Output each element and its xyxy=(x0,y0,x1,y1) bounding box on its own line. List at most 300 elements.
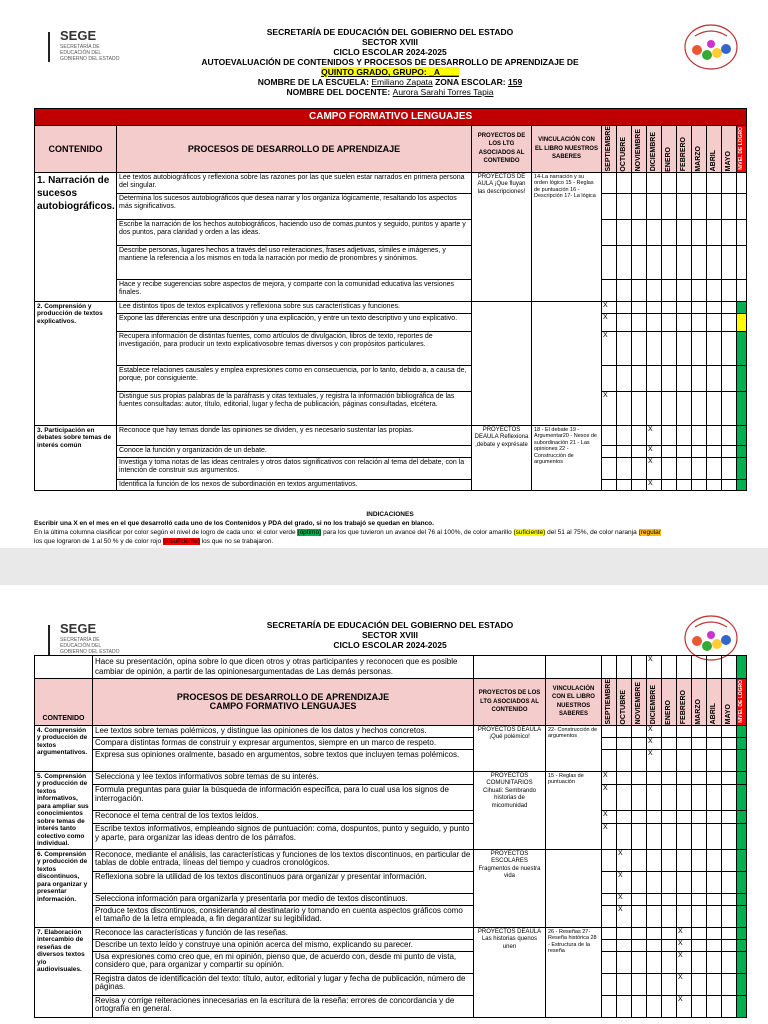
month-mark: X xyxy=(647,457,662,479)
table-cell xyxy=(737,824,747,849)
month-header: MARZO xyxy=(692,679,707,726)
table-cell xyxy=(707,219,722,245)
table-cell xyxy=(692,245,707,279)
table-cell xyxy=(647,785,662,810)
table-cell xyxy=(647,810,662,824)
pda-row: Reflexiona sobre la utilidad de los textos discontinuos para organizar y presentar información. xyxy=(93,871,474,893)
pda-row: Describe un texto leído y construye una opinión acerca del mismo, explicando su parecer. xyxy=(93,939,474,951)
month-mark: X xyxy=(602,313,617,331)
month-header: ABRIL xyxy=(707,679,722,726)
month-mark: X xyxy=(647,749,662,771)
table-cell xyxy=(617,951,632,973)
table-cell xyxy=(647,995,662,1017)
table-cell xyxy=(632,331,647,365)
proyecto-7: PROYECTOS DEAULA Las historias quenos unen xyxy=(474,927,546,1017)
vinculacion-7: 26 - Reseñas 27- Reseña histórica 28 - Estructura de la reseña xyxy=(546,927,602,1017)
pda-row: Registra datos de identificación del texto: título, autor, editorial y lugar y fecha de publicación, número de páginas. xyxy=(93,973,474,995)
table-cell xyxy=(692,973,707,995)
table-cell xyxy=(617,279,632,301)
table-cell xyxy=(472,301,532,425)
table-cell xyxy=(707,849,722,871)
table-cell xyxy=(602,973,617,995)
nivel-logro-header: NIVEL DE LOGRO xyxy=(737,679,747,726)
table-cell xyxy=(677,656,692,679)
table-cell xyxy=(632,313,647,331)
table-cell xyxy=(617,445,632,457)
month-header: NOVIEMBRE xyxy=(632,126,647,173)
table-cell xyxy=(722,445,737,457)
pda-row: Formula preguntas para guiar la búsqueda de información específica, para lo cual usa los signos de interrogación. xyxy=(93,785,474,810)
pda-row: Reconoce, mediante el análisis, las características y funciones de los textos discontinuos, en particular de tablas de doble entrada, líneas del tiempo y cuadros cronológicos. xyxy=(93,849,474,871)
table-cell xyxy=(722,457,737,479)
table-cell xyxy=(602,995,617,1017)
pda-row: Compara distintas formas de construir y expresar argumentos, siempre en un marco de respeto. xyxy=(93,737,474,749)
table-cell xyxy=(602,365,617,391)
table-cell xyxy=(662,331,677,365)
table-cell xyxy=(722,391,737,425)
table-cell xyxy=(632,871,647,893)
table-cell xyxy=(677,737,692,749)
header-proyectos: PROYECTOS DE LOS LTG ASOCIADOS AL CONTENIDO xyxy=(474,679,546,726)
table-cell xyxy=(707,995,722,1017)
table-cell xyxy=(677,313,692,331)
table-cell xyxy=(602,245,617,279)
pda-row: Produce textos discontinuos, considerando al destinatario y tomando en cuenta aspectos gráficos como el tamaño de la letra empleada, a fin degarantizar su legibilidad. xyxy=(93,905,474,927)
table-cell xyxy=(662,479,677,491)
table-cell xyxy=(632,749,647,771)
table-cell xyxy=(617,771,632,785)
table-cell xyxy=(602,445,617,457)
table-cell xyxy=(662,771,677,785)
table-cell xyxy=(737,849,747,871)
table-cell xyxy=(677,172,692,193)
table-cell xyxy=(707,301,722,313)
table-cell xyxy=(617,479,632,491)
contenido-3: 3. Participación en debates sobre temas de interés común xyxy=(35,425,117,491)
table-cell xyxy=(546,656,602,679)
table-cell xyxy=(647,824,662,849)
table-cell xyxy=(662,871,677,893)
table-cell xyxy=(692,279,707,301)
pda-row: Lee distintos tipos de textos explicativos y reflexiona sobre sus características y funciones. xyxy=(117,301,472,313)
table-cell xyxy=(692,785,707,810)
vinculacion-4: 22- Construcción de argumentos xyxy=(546,725,602,771)
month-mark: X xyxy=(677,927,692,939)
table-cell xyxy=(707,725,722,737)
table-cell xyxy=(602,172,617,193)
month-header: SEPTIEMBRE xyxy=(602,126,617,173)
table-cell xyxy=(722,927,737,939)
table-cell xyxy=(662,656,677,679)
table-cell xyxy=(692,810,707,824)
table-cell xyxy=(692,927,707,939)
table-cell xyxy=(737,995,747,1017)
header-vinculacion: VINCULACIÓN CON EL LIBRO NUESTROS SABERES xyxy=(532,126,602,173)
table-cell xyxy=(677,457,692,479)
table-cell xyxy=(722,193,737,219)
table-cell xyxy=(602,279,617,301)
table-cell xyxy=(707,871,722,893)
table-cell xyxy=(692,824,707,849)
table-cell xyxy=(647,193,662,219)
table-cell xyxy=(602,871,617,893)
table-cell xyxy=(617,391,632,425)
month-mark: X xyxy=(602,301,617,313)
table-cell xyxy=(692,313,707,331)
table-cell xyxy=(662,279,677,301)
contenido-5: 5. Comprensión y producción de textos informativos, para ampliar sus conocimientos sobre temas de interés tanto colectivo como individual. xyxy=(35,771,93,849)
table-cell xyxy=(632,219,647,245)
table-cell xyxy=(662,849,677,871)
month-mark: X xyxy=(677,995,692,1017)
content-table-2 xyxy=(34,655,747,1018)
proyecto-5: PROYECTOS COMUNITARIOS Cihuati: Sembrando historias de micomunidad xyxy=(474,771,546,849)
table-cell xyxy=(677,479,692,491)
table-cell xyxy=(677,425,692,445)
table-cell xyxy=(707,893,722,905)
month-mark: X xyxy=(647,445,662,457)
table-cell xyxy=(662,365,677,391)
table-cell xyxy=(707,939,722,951)
table-cell xyxy=(617,737,632,749)
table-cell xyxy=(662,905,677,927)
table-cell xyxy=(647,172,662,193)
pda-row: Hace y recibe sugerencias sobre aspectos de mejora, y comparte con la comunidad educativa las versiones finales. xyxy=(117,279,472,301)
table-cell xyxy=(707,245,722,279)
table-cell xyxy=(707,279,722,301)
table-cell xyxy=(707,771,722,785)
month-mark: X xyxy=(602,331,617,365)
table-cell xyxy=(647,219,662,245)
table-cell xyxy=(602,193,617,219)
table-cell xyxy=(617,193,632,219)
table-cell xyxy=(617,425,632,445)
month-header: OCTUBRE xyxy=(617,126,632,173)
table-cell xyxy=(692,365,707,391)
table-cell xyxy=(707,391,722,425)
table-cell xyxy=(602,219,617,245)
table-cell xyxy=(617,331,632,365)
table-cell xyxy=(617,995,632,1017)
pda-row: Escribe la narración de los hechos autobiográficos, haciendo uso de comas,puntos y seguido, puntos y aparte y dos puntos, para claridad y orden a las ideas. xyxy=(117,219,472,245)
document-header: SECRETARÍA DE EDUCACIÓN DEL GOBIERNO DEL ESTADO SECTOR XVIII CICLO ESCOLAR 2024-2025 xyxy=(266,620,514,650)
pda-row: Lee textos sobre temas polémicos, y distingue las opiniones de los datos y hechos concretos. xyxy=(93,725,474,737)
table-cell xyxy=(737,893,747,905)
table-cell xyxy=(632,425,647,445)
table-cell xyxy=(692,951,707,973)
table-cell xyxy=(662,973,677,995)
table-cell xyxy=(737,951,747,973)
table-cell xyxy=(722,479,737,491)
table-cell xyxy=(707,905,722,927)
table-cell xyxy=(647,391,662,425)
table-cell xyxy=(707,331,722,365)
table-cell xyxy=(722,425,737,445)
table-cell xyxy=(692,939,707,951)
table-cell xyxy=(647,245,662,279)
table-cell xyxy=(692,457,707,479)
table-cell xyxy=(632,656,647,679)
table-cell xyxy=(707,973,722,995)
month-mark: X xyxy=(647,425,662,445)
table-cell xyxy=(722,824,737,849)
table-cell xyxy=(662,951,677,973)
table-cell xyxy=(632,905,647,927)
contenido-4: 4. Comprensión y producción de textos argumentativos. xyxy=(35,725,93,771)
table-cell xyxy=(617,656,632,679)
table-cell xyxy=(707,749,722,771)
table-cell xyxy=(647,951,662,973)
table-cell xyxy=(737,905,747,927)
table-cell xyxy=(602,425,617,445)
table-cell xyxy=(737,331,747,365)
pda-row: Expresa sus opiniones oralmente, basado en argumentos, sobre textos que incluyen temas polémicos. xyxy=(93,749,474,771)
month-header: ENERO xyxy=(662,126,677,173)
table-cell xyxy=(617,301,632,313)
month-mark: X xyxy=(617,905,632,927)
table-cell xyxy=(647,939,662,951)
campo-formativo-title: CAMPO FORMATIVO LENGUAJES xyxy=(35,109,747,126)
table-cell xyxy=(677,301,692,313)
table-cell xyxy=(692,172,707,193)
table-cell xyxy=(707,172,722,193)
table-cell xyxy=(632,725,647,737)
content-table-1 xyxy=(34,108,747,491)
school-emblem-icon xyxy=(683,22,739,72)
table-cell xyxy=(632,193,647,219)
month-mark: X xyxy=(602,391,617,425)
table-cell xyxy=(617,457,632,479)
table-cell xyxy=(677,849,692,871)
table-cell xyxy=(632,893,647,905)
table-cell xyxy=(677,331,692,365)
nivel-logro-header: NIVEL DE LOGRO xyxy=(737,126,747,173)
table-cell xyxy=(677,810,692,824)
table-cell xyxy=(707,425,722,445)
table-cell xyxy=(617,365,632,391)
table-cell xyxy=(602,927,617,939)
table-cell xyxy=(707,737,722,749)
month-mark: X xyxy=(602,810,617,824)
table-cell xyxy=(662,172,677,193)
table-cell xyxy=(722,725,737,737)
indications: INDICACIONES Escribir una X en el mes en el que desarrolló cada uno de los Contenidos y PDA del grado, si no los trabajó se quedan en blanco. En la última columna clasificar por color según el nivel de logro de cada uno: el color verde (óptimo) para los que tuvieron un avance del 76 al 100%, de color amarillo (suficiente) del 51 al 75%, de color naranja (regular los que lograron de 1 al 50 % y de color rojo (insuficiente) los que no se trabajaron. xyxy=(34,511,661,545)
table-cell xyxy=(737,301,747,313)
table-cell xyxy=(532,301,602,425)
table-cell xyxy=(722,995,737,1017)
table-cell xyxy=(737,365,747,391)
table-cell xyxy=(737,425,747,445)
month-mark: X xyxy=(647,737,662,749)
month-mark: X xyxy=(647,656,662,679)
table-cell xyxy=(632,785,647,810)
table-cell xyxy=(707,365,722,391)
month-header: MAYO xyxy=(722,679,737,726)
table-cell xyxy=(722,737,737,749)
table-cell xyxy=(662,391,677,425)
table-cell xyxy=(602,849,617,871)
table-cell xyxy=(677,771,692,785)
contenido-1: 1. Narración de sucesos autobiográficos. xyxy=(35,172,117,301)
table-cell xyxy=(662,313,677,331)
pda-row: Escribe textos informativos, empleando signos de puntuación: coma, dospuntos, punto y seguido, y punto y aparte, para organizar las ideas dentro de los párrafos. xyxy=(93,824,474,849)
table-cell xyxy=(662,893,677,905)
pda-row: Identifica la función de los nexos de subordinación en textos argumentativos. xyxy=(117,479,472,491)
table-cell xyxy=(737,749,747,771)
table-cell xyxy=(647,905,662,927)
table-cell xyxy=(737,810,747,824)
proyecto-6: PROYECTOS ESCOLARES Fragmentos de nuestra vida xyxy=(474,849,546,927)
header-contenido: CONTENIDO xyxy=(35,679,93,726)
table-cell xyxy=(677,219,692,245)
document-header: SECRETARÍA DE EDUCACIÓN DEL GOBIERNO DEL ESTADO SECTOR XVIII CICLO ESCOLAR 2024-2025 AUTOEVALUACIÓN DE CONTENIDOS Y PROCESOS DE DESARROLLO DE APRENDIZAJE DE QUINTO GRADO, GRUPO: _A____ NOMBRE DE LA ESCUELA: Emiliano Zapata ZONA ESCOLAR: 159 NOMBRE DEL DOCENTE: Aurora Sarahi Torres Tapia xyxy=(201,27,579,97)
table-cell xyxy=(662,785,677,810)
month-header: ENERO xyxy=(662,679,677,726)
table-cell xyxy=(632,849,647,871)
table-cell xyxy=(737,279,747,301)
table-cell xyxy=(677,245,692,279)
proyecto-1: PROYECTOS DE AULA ¡Que fluyan las descripciones! xyxy=(472,172,532,301)
month-header: OCTUBRE xyxy=(617,679,632,726)
table-cell xyxy=(722,973,737,995)
table-cell xyxy=(677,905,692,927)
table-cell xyxy=(722,749,737,771)
table-cell xyxy=(632,771,647,785)
table-cell xyxy=(677,749,692,771)
pda-row: Reconoce las características y función de las reseñas. xyxy=(93,927,474,939)
header-procesos: PROCESOS DE DESARROLLO DE APRENDIZAJE CAMPO FORMATIVO LENGUAJES xyxy=(93,679,474,726)
table-cell xyxy=(692,656,707,679)
table-cell xyxy=(662,725,677,737)
table-cell xyxy=(722,245,737,279)
header-proyectos: PROYECTOS DE LOS LTG ASOCIADOS AL CONTENIDO xyxy=(472,126,532,173)
pda-row: Establece relaciones causales y emplea expresiones como en consecuencia, por lo tanto, debido a, a causa de, porque, por consiguiente. xyxy=(117,365,472,391)
table-cell xyxy=(677,871,692,893)
table-cell xyxy=(647,893,662,905)
table-cell xyxy=(602,737,617,749)
table-cell xyxy=(647,313,662,331)
table-cell xyxy=(677,824,692,849)
table-cell xyxy=(647,771,662,785)
table-cell xyxy=(737,771,747,785)
table-cell xyxy=(662,749,677,771)
pda-row: Revisa y corrige reiteraciones innecesarias en la escritura de la reseña: errores de concordancia y de ortografía en general. xyxy=(93,995,474,1017)
month-mark: X xyxy=(617,871,632,893)
table-cell xyxy=(617,245,632,279)
pda-row: Determina los sucesos autobiográficos que desea narrar y los organiza lógicamente, resaltando los aspectos más significativos. xyxy=(117,193,472,219)
table-cell xyxy=(647,279,662,301)
table-cell xyxy=(737,871,747,893)
table-cell xyxy=(707,479,722,491)
table-cell xyxy=(662,301,677,313)
table-cell xyxy=(602,725,617,737)
table-cell xyxy=(737,445,747,457)
pda-row: Describe personas, lugares hechos a través del uso reiteraciones, frases adjetivas, símiles e imágenes, y mantiene la referencia a los mismos en toda la narración por medio de pronombres y sinónimos. xyxy=(117,245,472,279)
contenido-7: 7. Elaboración intercambio de reseñas de diversos textos y/o audiovisuales. xyxy=(35,927,93,1017)
table-cell xyxy=(722,771,737,785)
page-2: SEGE SECRETARÍA DE EDUCACIÓN DEL GOBIERNO DEL ESTADO SECRETARÍA DE EDUCACIÓN DEL GOBIERNO DEL ESTADO SECTOR XVIII CICLO ESCOLAR 2024-2025 Hace su presentación, opina sobre lo que dicen otros y otras participantes y reconocen que es posible cambiar de opinión, a partir de las opinionesargumentadas de Las demás personas. X CONTENIDO PROCESOS DE DESARROLLO DE APRENDIZAJE CAMPO FORMATIVO LENGUAJES PROYECTOS DE LOS LTG ASOCIADOS AL CONTENIDO VINCULACIÓN CON EL LIBRO NUESTROS SABERES SEPTIEMBRE OCTUBRE NOVIEMBRE DICIEMBRE ENERO FEBRERO MARZO ABRIL MAYO NIVEL DE LOGRO 4. Comprensión y producción de textos argumentativos. Lee textos sobre temas polémicos, y distingue las opiniones de los datos y hechos concretos. PROYECTOS DEAULA ¡Qué polémico! 22- Construcción de argumentos X Compara distintas formas de construir y expresar argumentos, siempre en un marco de respeto. X Expresa sus opiniones oralmente, basado en argumentos, sobre textos que incluyen temas polémicos. X 5. Comprensión y producción de textos informativos, para ampliar sus conocimientos sobre temas de interés tanto colectivo como individual. Selecciona y lee textos informativos sobre temas de su interés. PROYECTOS COMUNITARIOS Cihuati: Sembrando historias de micomunidad 15 - Reglas de puntuación X Formula preguntas para guiar la búsqueda de información específica, para lo cual usa los signos de interrogación. X Reconoce el tema central de los textos leídos. X Escribe textos informativos, empleando signos de puntuación: coma, dospuntos, punto y seguido, y punto y aparte, para organizar las ideas dentro de los párrafos. X 6. Comprensión y producción de textos discontinuos, para organizar y presentar información. Reconoce, mediante el análisis, las características y funciones de los textos discontinuos, en particular de tablas de doble entrada, líneas del tiempo y cuadros cronológicos. PROYECTOS ESCOLARES Fragmentos de nuestra vida X Reflexiona sobre la utilidad de los textos discontinuos para organizar y presentar información. X Selecciona información para organizarla y presentarla por medio de textos discontinuos. X Produce textos discontinuos, considerando al destinatario y tomando en cuenta aspectos gráficos como el tamaño de la letra empleada, a fin degarantizar su legibilidad. X 7. Elaboración intercambio de reseñas de diversos textos y/o audiovisuales. Reconoce las características y función de las reseñas. PROYECTOS DEAULA Las historias quenos unen 26 - Reseñas 27- Reseña histórica 28 - Estructura de la reseña X Describe un texto leído y construye una opinión acerca del mismo, explicando su parecer. X Usa expresiones como creo que, en mi opinión, pienso que, de acuerdo con, desde mi punto de vista, considero que, para organizar y compartir su opinión. X Registra datos de identificación del texto: título, autor, editorial y lugar y fecha de publicación, número de páginas. X Revisa y corrige reiteraciones innecesarias en la escritura de la reseña: errores de concordancia y de ortografía en general. X xyxy=(0,585,768,1024)
table-cell xyxy=(722,905,737,927)
pda-row: Selecciona información para organizarla y presentarla por medio de textos discontinuos. xyxy=(93,893,474,905)
table-cell xyxy=(662,445,677,457)
month-header: SEPTIEMBRE xyxy=(602,679,617,726)
table-cell xyxy=(692,391,707,425)
table-cell xyxy=(677,725,692,737)
month-mark: X xyxy=(677,951,692,973)
table-cell xyxy=(662,193,677,219)
header-contenido: CONTENIDO xyxy=(35,126,117,173)
table-cell xyxy=(737,245,747,279)
pda-row: Recupera información de distintas fuentes, como artículos de divulgación, libros de texto, reportes de investigación, para producir un texto explicativosobre temas diversos y con propósitos particulares. xyxy=(117,331,472,365)
table-cell xyxy=(632,939,647,951)
table-cell xyxy=(692,331,707,365)
month-mark: X xyxy=(647,725,662,737)
month-header: DICIEMBRE xyxy=(647,126,662,173)
table-cell xyxy=(737,973,747,995)
month-mark: X xyxy=(602,785,617,810)
table-cell xyxy=(662,737,677,749)
month-mark: X xyxy=(677,973,692,995)
table-cell xyxy=(737,927,747,939)
pda-row: Reconoce que hay temas donde las opiniones se dividen, y es necesario sustentar las propias. xyxy=(117,425,472,445)
table-cell xyxy=(737,219,747,245)
table-cell xyxy=(632,995,647,1017)
table-cell xyxy=(737,313,747,331)
table-cell xyxy=(677,445,692,457)
table-cell xyxy=(602,893,617,905)
table-cell xyxy=(707,193,722,219)
table-cell xyxy=(602,951,617,973)
table-cell xyxy=(632,457,647,479)
table-cell xyxy=(737,939,747,951)
table-cell xyxy=(662,219,677,245)
table-cell xyxy=(692,771,707,785)
table-cell xyxy=(647,849,662,871)
table-cell xyxy=(632,445,647,457)
table-cell xyxy=(722,939,737,951)
table-cell xyxy=(647,365,662,391)
table-cell xyxy=(722,172,737,193)
month-mark: X xyxy=(602,771,617,785)
table-cell xyxy=(677,193,692,219)
table-cell xyxy=(707,927,722,939)
pda-row: Investiga y toma notas de las ideas centrales y otros datos significativos con relación al tema del debate, con la intención de construir sus argumentos. xyxy=(117,457,472,479)
table-cell xyxy=(707,313,722,331)
table-cell xyxy=(647,973,662,995)
table-cell xyxy=(632,365,647,391)
table-cell xyxy=(35,656,93,679)
table-cell xyxy=(677,785,692,810)
table-cell xyxy=(737,193,747,219)
table-cell xyxy=(722,785,737,810)
table-cell xyxy=(677,391,692,425)
table-cell xyxy=(692,193,707,219)
table-cell xyxy=(707,951,722,973)
table-cell xyxy=(692,219,707,245)
contenido-2: 2. Comprensión y producción de textos explicativos. xyxy=(35,301,117,425)
table-cell xyxy=(617,313,632,331)
table-cell xyxy=(632,737,647,749)
table-cell xyxy=(722,219,737,245)
table-cell xyxy=(617,749,632,771)
table-cell xyxy=(722,301,737,313)
table-cell xyxy=(737,656,747,679)
month-header: DICIEMBRE xyxy=(647,679,662,726)
table-cell xyxy=(707,824,722,849)
table-cell xyxy=(602,457,617,479)
table-cell xyxy=(617,725,632,737)
month-header: MARZO xyxy=(692,126,707,173)
